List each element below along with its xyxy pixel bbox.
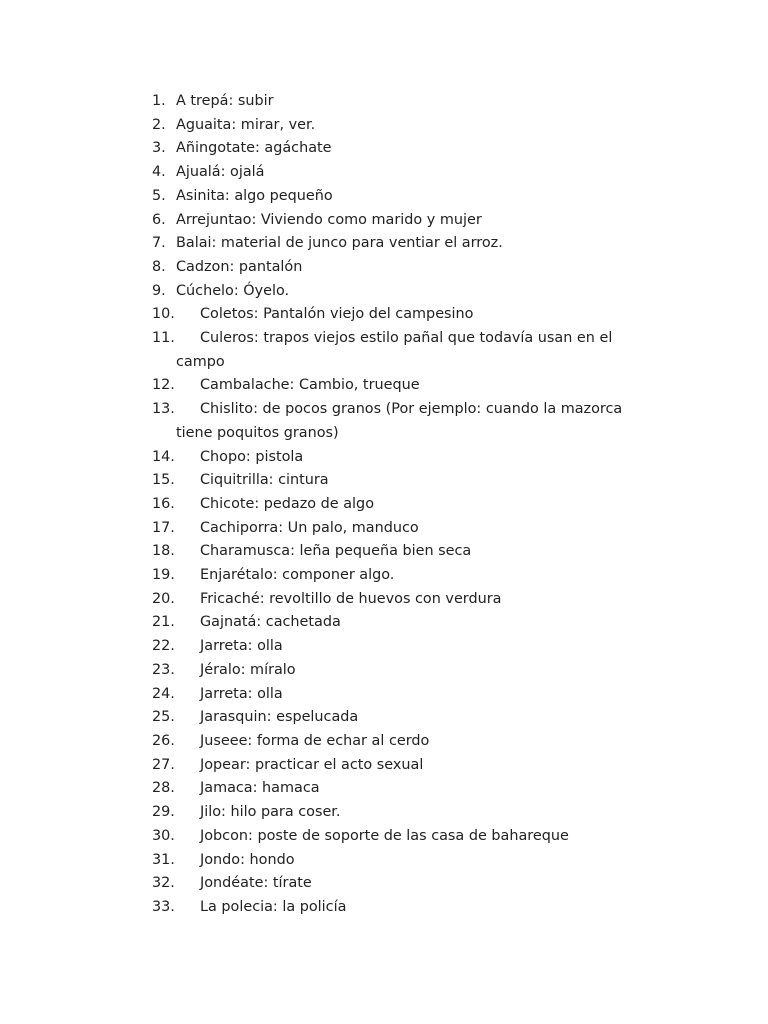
item-text: Chislito: de pocos granos (Por ejemplo: cuando la mazorca tiene poquitos granos) [176, 401, 623, 441]
item-text: Balai: material de junco para ventiar el arroz. [176, 235, 503, 252]
list-item [152, 303, 652, 327]
item-number: 5. [152, 187, 166, 204]
item-number: 9. [152, 282, 166, 299]
list-item [152, 611, 652, 635]
item-number: 31. [152, 851, 175, 868]
list-item [152, 683, 652, 707]
item-number: 21. [152, 614, 175, 631]
glossary-list [152, 90, 652, 920]
item-number: 11. [152, 330, 175, 347]
list-item [152, 849, 652, 873]
item-number: 6. [152, 211, 166, 228]
list-item [152, 446, 652, 470]
list-item [152, 374, 652, 398]
item-text: La polecia: la policía [200, 898, 347, 915]
item-number: 1. [152, 93, 166, 109]
item-text: Fricaché: revoltillo de huevos con verdura [200, 590, 502, 607]
list-item [152, 564, 652, 588]
list-item [152, 588, 652, 612]
item-text: Chicote: pedazo de algo [200, 495, 374, 512]
list-item [152, 777, 652, 801]
item-number: 32. [152, 875, 175, 892]
item-number: 16. [152, 495, 175, 512]
item-number: 20. [152, 590, 175, 607]
item-number: 25. [152, 709, 175, 726]
list-item [152, 469, 652, 493]
list-item [152, 280, 652, 304]
item-text: Charamusca: leña pequeña bien seca [200, 543, 472, 560]
item-text: Ciquitrilla: cintura [200, 472, 329, 489]
item-number: 23. [152, 661, 175, 678]
item-text: Cambalache: Cambio, trueque [200, 377, 420, 394]
item-text: Jondéate: tírate [200, 875, 312, 892]
item-text: Jamaca: hamaca [200, 780, 320, 797]
item-number: 33. [152, 898, 175, 915]
item-number: 10. [152, 306, 175, 323]
item-number: 8. [152, 258, 166, 275]
item-number: 30. [152, 827, 175, 844]
item-number: 18. [152, 543, 175, 560]
list-item [152, 493, 652, 517]
list-item [152, 209, 652, 233]
item-text: Añingotate: agáchate [176, 140, 332, 157]
item-number: 22. [152, 638, 175, 655]
list-item [152, 706, 652, 730]
item-text: Aguaita: mirar, ver. [176, 116, 316, 133]
item-text: Juseee: forma de echar al cerdo [200, 732, 430, 749]
list-item [152, 161, 652, 185]
item-text: Coletos: Pantalón viejo del campesino [200, 306, 474, 323]
item-number: 7. [152, 235, 166, 252]
list-item [152, 801, 652, 825]
list-item [152, 327, 652, 374]
item-text: A trepá: subir [176, 93, 274, 109]
item-text: Jéralo: míralo [200, 661, 296, 678]
list-item [152, 540, 652, 564]
item-text: Jopear: practicar el acto sexual [200, 756, 424, 773]
item-text: Gajnatá: cachetada [200, 614, 341, 631]
item-number: 17. [152, 519, 175, 536]
item-number: 13. [152, 401, 175, 418]
item-text: Jarreta: olla [200, 638, 283, 655]
item-number: 3. [152, 140, 166, 157]
list-item [152, 872, 652, 896]
item-number: 2. [152, 116, 166, 133]
item-text: Asinita: algo pequeño [176, 187, 333, 204]
item-text: Cadzon: pantalón [176, 258, 303, 275]
item-number: 29. [152, 804, 175, 821]
list-item [152, 114, 652, 138]
list-item [152, 825, 652, 849]
item-text: Cúchelo: Óyelo. [176, 282, 290, 299]
list-item [152, 896, 652, 920]
item-text: Arrejuntao: Viviendo como marido y mujer [176, 211, 482, 228]
item-text: Cachiporra: Un palo, manduco [200, 519, 419, 536]
list-item [152, 185, 652, 209]
item-number: 4. [152, 164, 166, 181]
item-text: Jarreta: olla [200, 685, 283, 702]
item-number: 24. [152, 685, 175, 702]
item-number: 19. [152, 567, 175, 584]
item-text: Jobcon: poste de soporte de las casa de bahareque [200, 827, 569, 844]
item-number: 14. [152, 448, 175, 465]
list-item [152, 635, 652, 659]
list-item [152, 754, 652, 778]
item-text: Jarasquin: espelucada [200, 709, 359, 726]
item-number: 27. [152, 756, 175, 773]
item-text: Jilo: hilo para coser. [200, 804, 341, 821]
list-item [152, 398, 652, 445]
list-item [152, 730, 652, 754]
list-item [152, 232, 652, 256]
item-text: Jondo: hondo [200, 851, 295, 868]
list-item [152, 90, 652, 114]
item-number: 12. [152, 377, 175, 394]
list-item [152, 256, 652, 280]
item-text: Enjarétalo: componer algo. [200, 567, 395, 584]
item-text: Ajualá: ojalá [176, 164, 265, 181]
item-number: 15. [152, 472, 175, 489]
list-item [152, 517, 652, 541]
item-text: Culeros: trapos viejos estilo pañal que todavía usan en el campo [176, 330, 613, 370]
list-item [152, 137, 652, 161]
item-text: Chopo: pistola [200, 448, 304, 465]
list-item [152, 659, 652, 683]
item-number: 28. [152, 780, 175, 797]
item-number: 26. [152, 732, 175, 749]
